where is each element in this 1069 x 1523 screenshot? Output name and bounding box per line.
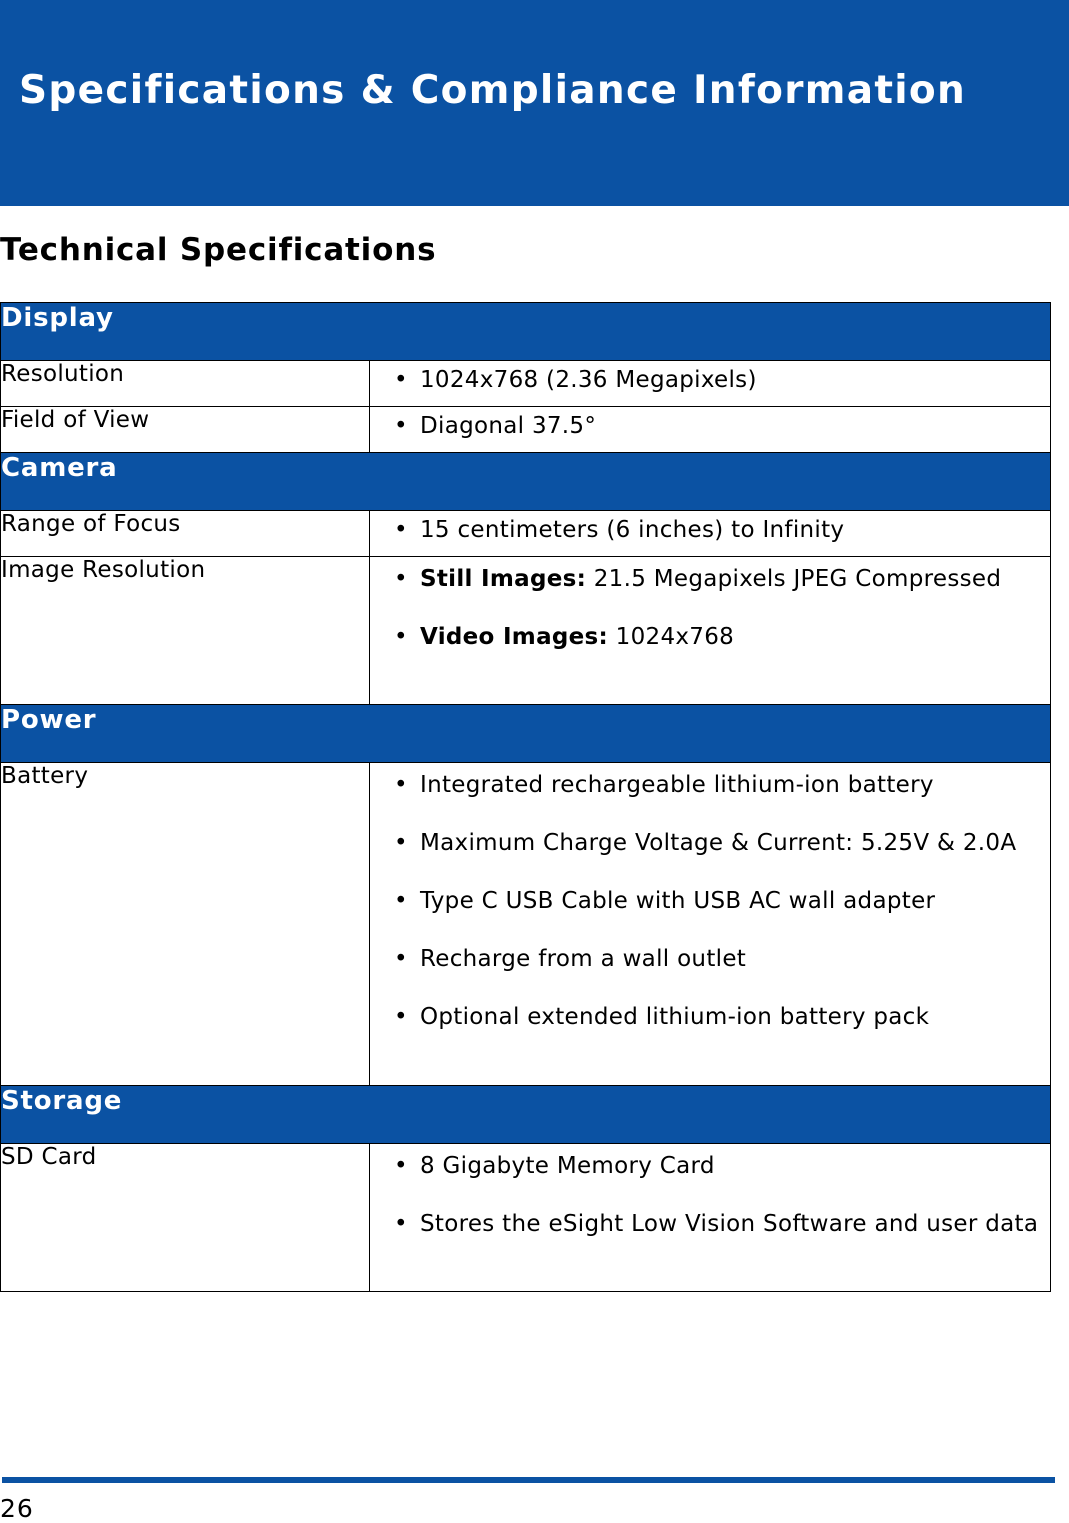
group-title-power: Power <box>1 705 1051 763</box>
table-row <box>1 511 1051 557</box>
spec-label-field-of-view: Field of View <box>1 407 370 453</box>
table-row <box>1 557 1051 705</box>
list-item: • Integrated rechargeable lithium-ion battery <box>370 763 1050 807</box>
group-title-camera: Camera <box>1 453 1051 511</box>
bullet-icon: • <box>394 566 408 592</box>
table-row <box>1 407 1051 453</box>
bullet-icon: • <box>394 772 408 798</box>
bullet-icon: • <box>394 1211 408 1237</box>
bullet-icon: • <box>394 888 408 914</box>
group-row-camera <box>1 453 1051 511</box>
bullet-icon: • <box>394 1004 408 1030</box>
list-item: • Diagonal 37.5° <box>370 407 1050 445</box>
spec-label-battery: Battery <box>1 763 370 1086</box>
list-item: • Maximum Charge Voltage & Current: 5.25V & 2.0A <box>370 821 1050 865</box>
spec-value-battery <box>370 763 1051 1086</box>
bullet-icon: • <box>394 517 408 543</box>
footer-divider <box>2 1477 1055 1483</box>
bullet-icon: • <box>394 367 408 393</box>
bullet-icon: • <box>394 413 408 439</box>
list-item: • Recharge from a wall outlet <box>370 937 1050 981</box>
page-header-banner <box>0 0 1069 206</box>
list-item: • 8 Gigabyte Memory Card <box>370 1144 1050 1188</box>
section-title: Technical Specifications <box>0 232 437 268</box>
group-row-display <box>1 303 1051 361</box>
group-title-storage: Storage <box>1 1086 1051 1144</box>
table-row <box>1 763 1051 1086</box>
page-number: 26 <box>0 1494 34 1523</box>
spec-value-sd-card <box>370 1144 1051 1292</box>
spec-label-resolution: Resolution <box>1 361 370 407</box>
spec-label-sd-card: SD Card <box>1 1144 370 1292</box>
spec-table <box>0 302 1051 1292</box>
list-item: • Optional extended lithium-ion battery pack <box>370 995 1050 1039</box>
bullet-icon: • <box>394 624 408 650</box>
bullet-icon: • <box>394 946 408 972</box>
list-item: • 1024x768 (2.36 Megapixels) <box>370 361 1050 399</box>
spec-value-image-resolution <box>370 557 1051 705</box>
list-item: • Type C USB Cable with USB AC wall adapter <box>370 879 1050 923</box>
spec-label-image-resolution: Image Resolution <box>1 557 370 705</box>
spec-value-range-of-focus <box>370 511 1051 557</box>
list-item: • 15 centimeters (6 inches) to Infinity <box>370 511 1050 549</box>
bullet-icon: • <box>394 1153 408 1179</box>
chapter-title: Specifications & Compliance Information <box>19 68 967 113</box>
group-row-power <box>1 705 1051 763</box>
list-item: • Still Images: 21.5 Megapixels JPEG Compressed <box>370 557 1050 601</box>
table-row <box>1 361 1051 407</box>
table-row <box>1 1144 1051 1292</box>
list-item: • Stores the eSight Low Vision Software and user data <box>370 1202 1050 1246</box>
group-title-display: Display <box>1 303 1051 361</box>
spec-value-resolution <box>370 361 1051 407</box>
bullet-icon: • <box>394 830 408 856</box>
spec-value-field-of-view <box>370 407 1051 453</box>
list-item: • Video Images: 1024x768 <box>370 615 1050 659</box>
group-row-storage <box>1 1086 1051 1144</box>
spec-label-range-of-focus: Range of Focus <box>1 511 370 557</box>
